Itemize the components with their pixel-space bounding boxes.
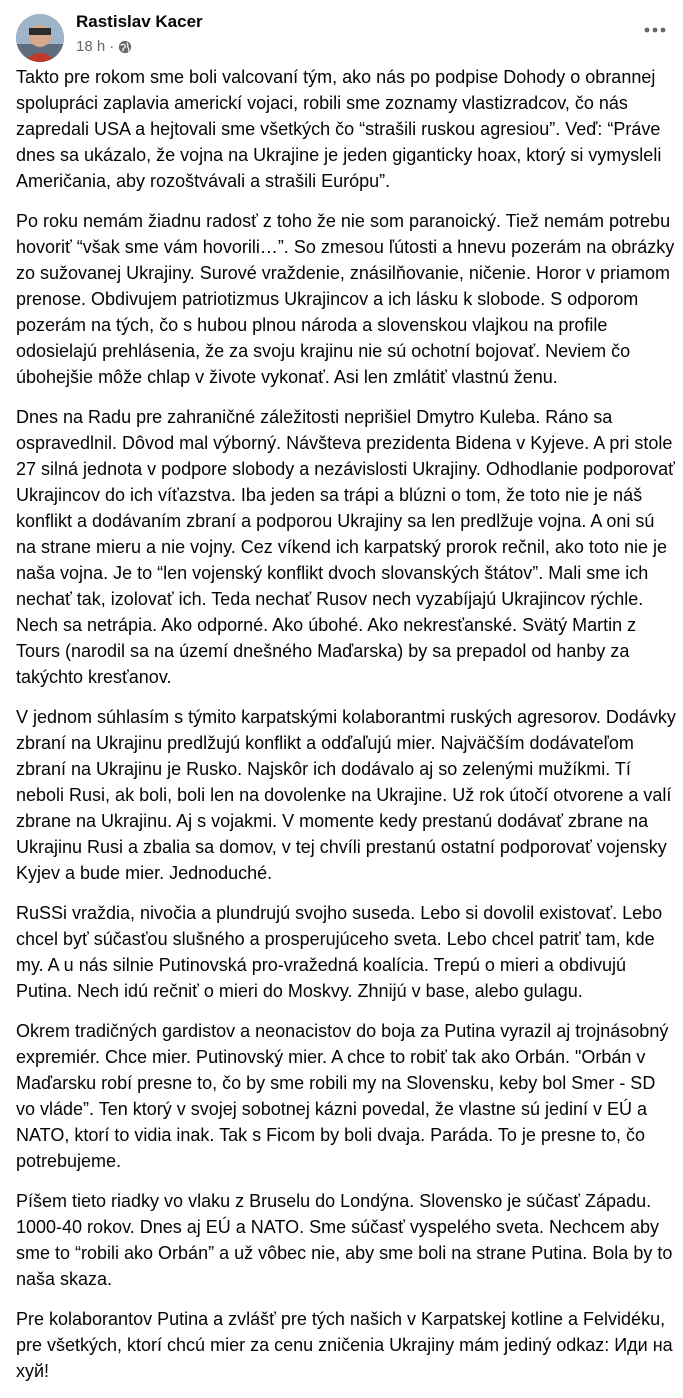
- post-paragraph-5: RuSSi vraždia, nivočia a plundrujú svojho suseda. Lebo si dovolil existovať. Lebo chcel byť súčasťou slušného a prosperujúceho sveta. Lebo chcel patriť tam, kde my. A u nás silnie Putinovská pro-vražedná koalícia. Trepú o mieri a obdivujú Putina. Nech idú rečniť o mieri do Moskvy. Zhnijú v base, alebo gulagu.: [16, 903, 663, 1001]
- meta-separator: ·: [109, 38, 115, 55]
- post-paragraph-7: Píšem tieto riadky vo vlaku z Bruselu do Londýna. Slovensko je súčasť Západu. 1000-40 rokov. Dnes aj EÚ a NATO. Sme súčasť vyspelého sveta. Nechcem aby sme to “robili ako Orbán” a už vôbec nie, aby sme boli na strane Putina. Bola by to naša skaza.: [16, 1191, 673, 1289]
- author-name[interactable]: Rastislav Kacer: [76, 12, 203, 31]
- post-paragraph-2: Po roku nemám žiadnu radosť z toho že nie som paranoický. Tiež nemám potrebu hovoriť “však sme vám hovorili…”. So zmesou ľútosti a hnevu pozerám na obrázky zo sužovanej Ukrajiny. Surové vraždenie, znásilňovanie, ničenie. Horor v priamom prenose. Obdivujem patriotizmus Ukrajincov a ich lásku k slobode. S odporom pozerám na tých, čo s hubou plnou národa a slovenskou vlajkou na profile odosielajú prehlásenia, že za svoju krajinu nie sú ochotní bojovať. Neviem čo úbohejšie môže chlap v živote vykonať. Asi len zmlátiť vlastnú ženu.: [16, 211, 675, 387]
- more-options-button[interactable]: [639, 18, 671, 42]
- post-paragraph-3: Dnes na Radu pre zahraničné záležitosti neprišiel Dmytro Kuleba. Ráno sa ospravedlnil. Dôvod mal výborný. Návšteva prezidenta Bidena v Kyjeve. A pri stole 27 silná jednota v podpore slobody a nezávislosti Ukrajiny. Odhodlanie podporovať Ukrajincov do ich víťazstva. Iba jeden sa trápi a blúzni o tom, že toto nie je náš konflikt a dodávaním zbraní a podporou Ukrajiny sa len predlžuje vojna. A oni sú na strane mieru a nie vojny. Cez víkend ich karpatský prorok rečnil, ako toto nie je naša vojna. Je to “len vojenský konflikt dvoch slovanských štátov”. Mali sme ich nechať tak, izolovať ich. Teda nechať Rusov nech vyzabíjajú Ukrajincov rýchle. Nech sa netrápia. Ako odporné. Ako úbohé. Ako nekresťanské. Svätý Martin z Tours (narodil sa na území dnešného Maďarska) by sa prepadol od hanby za takýchto kresťanov.: [16, 407, 675, 687]
- author-avatar[interactable]: [16, 14, 64, 62]
- post-paragraph-6: Okrem tradičných gardistov a neonacistov do boja za Putina vyrazil aj trojnásobný expremiér. Chce mier. Putinovský mier. A chce to robiť tak ako Orbán. "Orbán v Maďarsku robí presne to, čo by sme robili my na Slovensku, keby bol Smer - SD vo vláde”. Ten ktorý v svojej sobotnej kázni povedal, že vlastne sú jediní v EÚ a NATO, ktorí to vidia inak. Tak s Ficom by boli dvaja. Paráda. To je presne to, čo potrebujeme.: [16, 1021, 669, 1171]
- globe-icon[interactable]: [118, 40, 132, 54]
- avatar-photo: [16, 14, 64, 62]
- post-paragraph-4: V jednom súhlasím s týmito karpatskými kolaborantmi ruských agresorov. Dodávky zbraní na Ukrajinu predlžujú konflikt a odďaľujú mier. Najväčším dodávateľom zbraní na Ukrajinu je Rusko. Najskôr ich dodávalo aj so zelenými mužíkmi. Tí neboli Rusi, ak boli, boli len na dovolenke na Ukrajine. Už rok útočí otvorene a valí zbrane na Ukrajinu. Aj s vojakmi. V momente kedy prestanú dodávať zbrane na Ukrajinu Rusi a zbalia sa domov, v tej chvíli prestanú ostatní podporovať vojensky Kyjev a bude mier. Jednoduché.: [16, 707, 676, 883]
- post-body: [16, 64, 678, 1398]
- post-meta: [76, 38, 132, 55]
- post-header: [0, 0, 683, 72]
- post-paragraph-8: Pre kolaborantov Putina a zvlášť pre tých našich v Karpatskej kotline a Felvidéku, pre všetkých, ktorí chcú mier za cenu zničenia Ukrajiny mám jediný odkaz: Иди на хуй!: [16, 1309, 673, 1381]
- more-dots-icon: [644, 27, 666, 33]
- post-time[interactable]: 18 h: [76, 38, 106, 55]
- post-paragraph-1: Takto pre rokom sme boli valcovaní tým, ako nás po podpise Dohody o obrannej spolupráci zaplavia americkí vojaci, robili sme zoznamy vlastizradcov, čo nás zapredali USA a hejtovali sme všetkých čo “strašili ruskou agresiou”. Veď: “Práve dnes sa ukázalo, že vojna na Ukrajine je jeden giganticky hoax, ktorý si vymysleli Američania, aby rozoštvávali a strašili Európu”.: [16, 67, 662, 191]
